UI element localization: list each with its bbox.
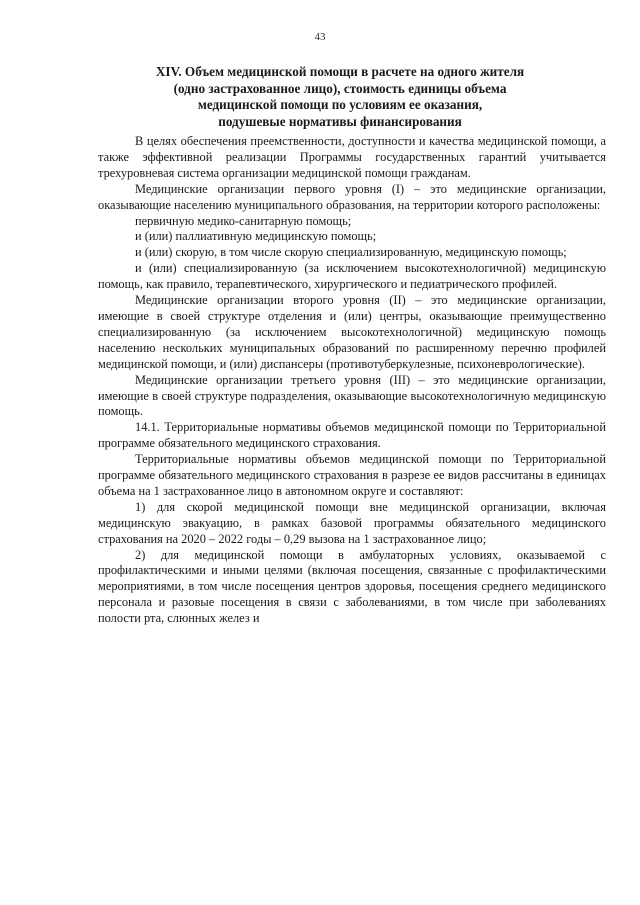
heading-line: (одно застрахованное лицо), стоимость единицы объема: [173, 80, 507, 96]
heading-line: подушевые нормативы финансирования: [218, 113, 462, 129]
paragraph: и (или) паллиативную медицинскую помощь;: [135, 229, 377, 244]
paragraph: первичную медико-санитарную помощь;: [135, 213, 352, 228]
paragraph: 1) для скорой медицинской помощи вне медицинской организации, включая медицинскую эвакуацию, в рамках базовой программы обязательного медицинского страхования на 2020 – 2022 годы – 0,29 вызова на 1 застрахованное лицо;: [98, 499, 606, 546]
heading-line: XIV. Объем медицинской помощи в расчете на одного жителя: [155, 64, 525, 79]
paragraph: В целях обеспечения преемственности, доступности и качества медицинской помощи, а также эффективной реализации Программы государственных гарантий учитывается трехуровневая система организации медицинской помощи гражданам.: [98, 134, 606, 180]
paragraph: 14.1. Территориальные нормативы объемов медицинской помощи по Территориальной программе обязательного медицинского страхования.: [98, 420, 606, 451]
body-text: [98, 134, 606, 627]
page-number: 43: [314, 31, 326, 43]
paragraph: Медицинские организации второго уровня (II) – это медицинские организации, имеющие в своей структуре отделения и (или) центры, оказывающие преимущественно специализированную (за исключением высокотехнологичной) медицинскую помощь населению нескольких муниципальных образований по расширенному перечню профилей медицинской помощи, и (или) диспансеры (противотуберкулезные, психоневрологические).: [98, 293, 606, 371]
paragraph: и (или) специализированную (за исключением высокотехнологичной) медицинскую помощь, как правило, терапевтического, хирургического и педиатрического профилей.: [98, 261, 606, 292]
paragraph: Территориальные нормативы объемов медицинской помощи по Территориальной программе обязательного медицинского страхования в разрезе ее видов рассчитаны в единицах объема на 1 застрахованное лицо в автономном округе и составляют:: [98, 452, 606, 498]
paragraph: и (или) скорую, в том числе скорую специализированную, медицинскую помощь;: [135, 245, 567, 260]
paragraph: Медицинские организации первого уровня (I) – это медицинские организации, оказывающие населению муниципального образования, на территории которого расположены:: [98, 181, 606, 212]
paragraph: Медицинские организации третьего уровня (III) – это медицинские организации, имеющие в своей структуре подразделения, оказывающие высокотехнологичную медицинскую помощь.: [98, 372, 606, 419]
section-heading: [120, 64, 560, 130]
paragraph: 2) для медицинской помощи в амбулаторных условиях, оказываемой с профилактическими и иными целями (включая посещения, связанные с профилактическими мероприятиями, в том числе посещения центров здоровья, посещения среднего медицинского персонала и разовые посещения в связи с заболеваниями, в том числе при заболеваниях полости рта, слюнных желез и: [98, 547, 606, 626]
heading-line: медицинской помощи по условиям ее оказания,: [197, 97, 483, 112]
